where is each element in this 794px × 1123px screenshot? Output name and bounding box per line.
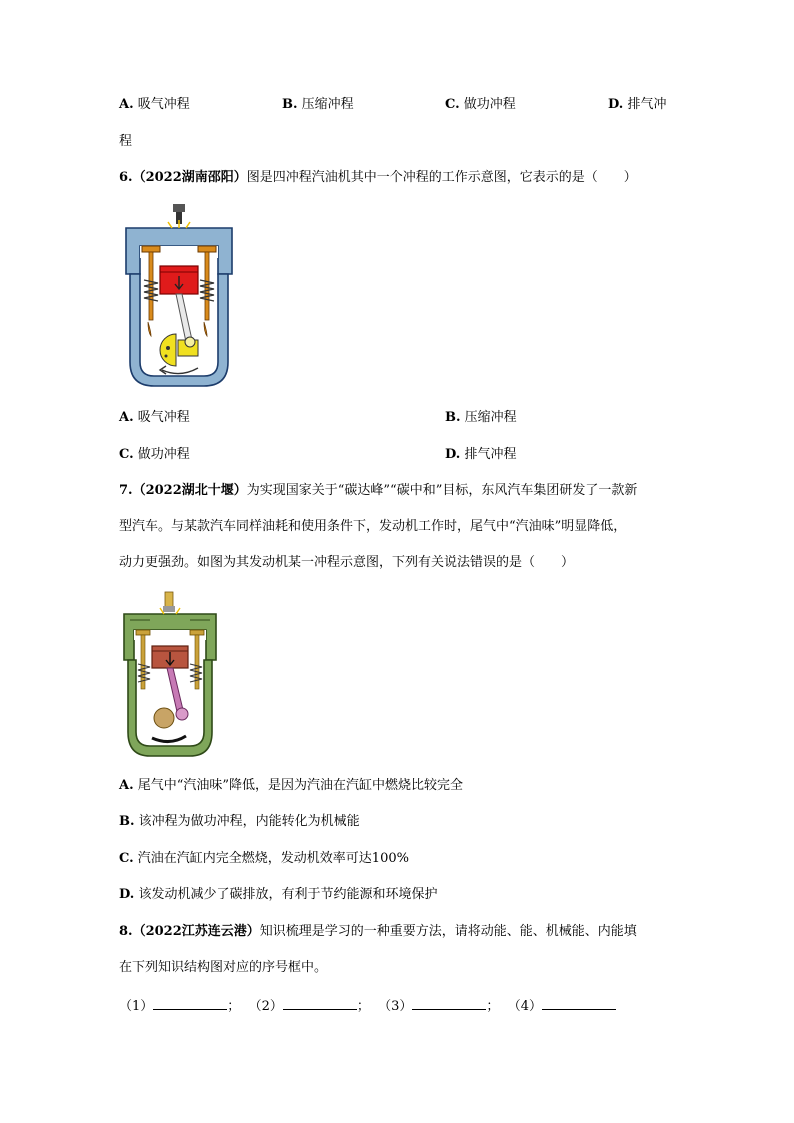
q7-stem-line2: 型汽车。与某款汽车同样油耗和使用条件下，发动机工作时，尾气中“汽油味”明显降低， (119, 519, 627, 534)
q8-blank-4[interactable] (542, 997, 616, 1010)
q7-exhaust-valve (190, 630, 204, 635)
q6-option-b: B. 压缩冲程 (445, 410, 517, 425)
q7-option-c: C. 汽油在汽缸内完全燃烧，发动机效率可达100% (119, 851, 409, 866)
q6-engine-diagram (120, 202, 238, 392)
q5-option-c: C. 做功冲程 (445, 97, 516, 112)
q5-option-b: B. 压缩冲程 (282, 97, 354, 112)
q5-option-a: A. 吸气冲程 (119, 97, 190, 112)
q6-intake-cam (148, 322, 151, 336)
q8-stem-line1: 8.（2022江苏连云港）知识梳理是学习的一种重要方法，请将动能、能、机械能、内能填 (119, 924, 637, 939)
q8-blank-1[interactable] (153, 997, 227, 1010)
q6-exhaust-valve (198, 246, 216, 252)
q5-option-d: D. 排气冲 (608, 97, 667, 112)
q7-intake-valve (136, 630, 150, 635)
q6-option-d: D. 排气冲程 (445, 447, 517, 462)
q7-option-d: D. 该发动机减少了碳排放，有利于节约能源和环境保护 (119, 887, 438, 902)
q6-stem: 6.（2022湖南邵阳）图是四冲程汽油机其中一个冲程的工作示意图，它表示的是（ ） (119, 170, 637, 185)
q7-option-b: B. 该冲程为做功冲程，内能转化为机械能 (119, 814, 360, 829)
q6-spark-plug-top (173, 204, 185, 212)
q6-exhaust-cam (204, 322, 207, 336)
q8-blank-label-3: （3） (378, 999, 413, 1014)
q6-intake-valve (142, 246, 160, 252)
q6-crank-pin (185, 337, 195, 347)
q7-stem-line3: 动力更强劲。如图为其发动机某一冲程示意图，下列有关说法错误的是（ ） (119, 555, 575, 570)
q7-option-a: A. 尾气中“汽油味”降低，是因为汽油在汽缸中燃烧比较完全 (119, 778, 464, 793)
q8-blank-label-1: （1） (119, 999, 154, 1014)
q5-option-d-wrap: 程 (119, 134, 133, 149)
q6-exhaust-valve-stem (205, 252, 209, 320)
q8-answer-blanks: （1） ； （2） ； （3） ； （4） (119, 997, 616, 1015)
q8-blank-2[interactable] (283, 997, 357, 1010)
q7-crank-counterweight (154, 708, 174, 728)
q8-blank-label-2: （2） (248, 999, 283, 1014)
q6-rotation-arrow (162, 368, 198, 374)
q6-connecting-rod (176, 294, 192, 342)
q6-option-a: A. 吸气冲程 (119, 410, 190, 425)
q8-blank-3[interactable] (412, 997, 486, 1010)
q8-blank-label-4: （4） (507, 999, 542, 1014)
q8-stem-line2: 在下列知识结构图对应的序号框中。 (119, 960, 328, 975)
q7-spark-plug (165, 592, 173, 608)
q7-engine-diagram (120, 590, 220, 760)
q6-option-c: C. 做功冲程 (119, 447, 190, 462)
q7-stem-line1: 7.（2022湖北十堰）为实现国家关于“碳达峰”“碳中和”目标，东风汽车集团研发了一款新 (119, 483, 638, 498)
q7-rotation-arrow (152, 736, 186, 742)
q7-crank-pin (176, 708, 188, 720)
q6-intake-valve-stem (149, 252, 153, 320)
